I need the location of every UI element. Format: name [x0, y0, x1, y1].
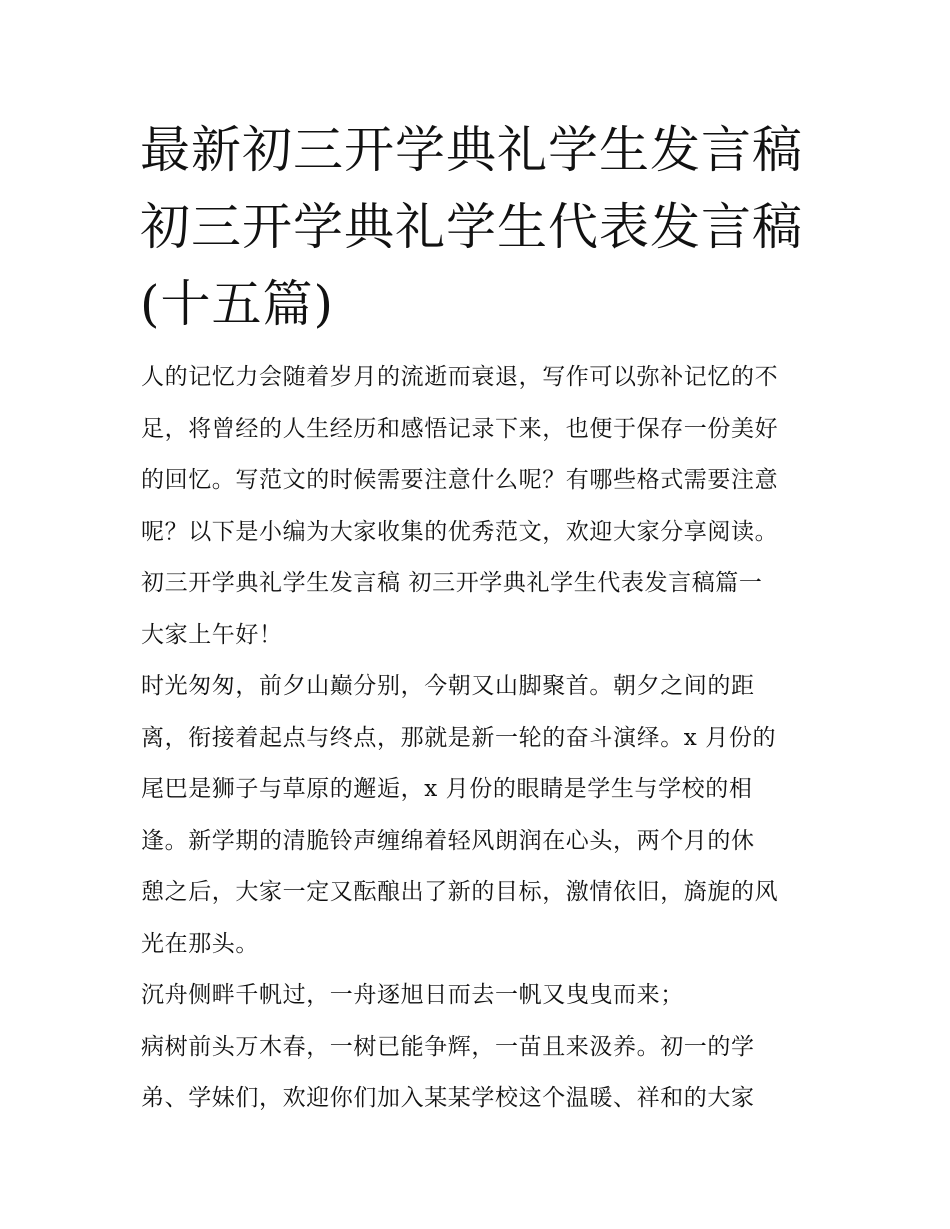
- body-line: 离，衔接着起点与终点，那就是新一轮的奋斗演绎。x 月份的: [141, 724, 777, 751]
- body-line: 光在那头。: [141, 930, 259, 957]
- body-line: 人的记忆力会随着岁月的流逝而衰退，写作可以弥补记忆的不: [141, 364, 779, 390]
- body-line: 呢？以下是小编为大家收集的优秀范文，欢迎大家分享阅读。: [141, 518, 779, 545]
- body-line: 时光匆匆，前夕山巅分别，今朝又山脚聚首。朝夕之间的距: [141, 673, 755, 699]
- document-body: [141, 352, 821, 1125]
- body-line: 足，将曾经的人生经历和感悟记录下来，也便于保存一份美好: [141, 415, 779, 442]
- body-line: 的回忆。写范文的时候需要注意什么呢？有哪些格式需要注意: [141, 467, 779, 493]
- section-heading: 初三开学典礼学生发言稿 初三开学典礼学生代表发言稿篇一: [141, 570, 763, 596]
- title-line-3: (十五篇): [140, 275, 335, 333]
- document-title: [140, 112, 820, 343]
- body-line: 尾巴是狮子与草原的邂逅，x 月份的眼睛是学生与学校的相: [141, 776, 753, 802]
- greeting-line: 大家上午好！: [141, 621, 283, 648]
- body-line: 逢。新学期的清脆铃声缠绵着轻风朗润在心头，两个月的休: [141, 827, 755, 854]
- body-line: 弟、学妹们，欢迎你们加入某某学校这个温暖、祥和的大家: [141, 1085, 755, 1111]
- body-line: 憩之后，大家一定又酝酿出了新的目标，激情依旧，旖旎的风: [141, 879, 779, 905]
- body-line: 沉舟侧畔千帆过，一舟逐旭日而去一帆又曳曳而来；: [141, 982, 684, 1008]
- title-line-2: 初三开学典礼学生代表发言稿: [140, 198, 803, 256]
- body-line: 病树前头万木春，一树已能争辉，一苗且来汲养。初一的学: [141, 1033, 755, 1060]
- title-line-1: 最新初三开学典礼学生发言稿: [140, 121, 803, 179]
